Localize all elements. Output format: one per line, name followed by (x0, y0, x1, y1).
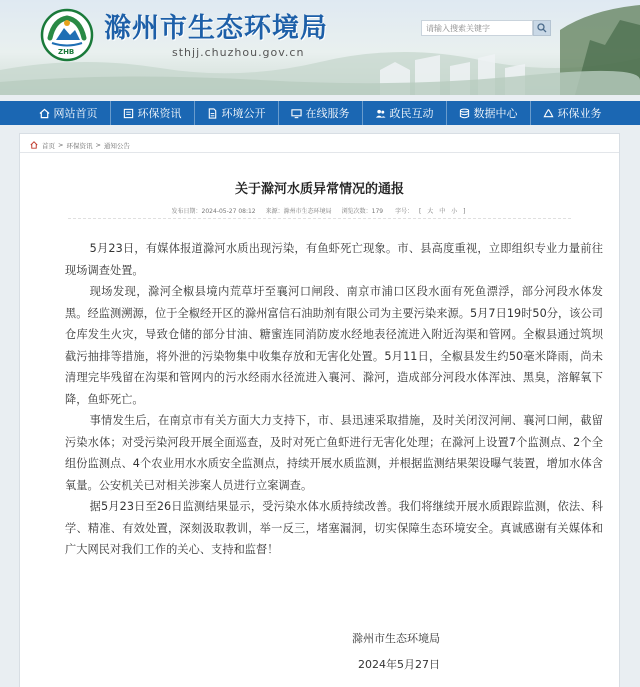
news-icon (123, 108, 134, 119)
site-header (0, 0, 640, 95)
article-title: 关于滁河水质异常情况的通报 (234, 182, 404, 197)
paragraph: 事情发生后，在南京市有关方面大力支持下，市、县迅速采取措施，及时关闭汊河闸、襄河口闸，截留污染水体；对受污染河段开展全面巡查，及时对死亡鱼虾进行无害化处理；在滁河上设置7个监测点、2个全组份监测点、4个农业用水水质安全监测点，持续开展水质监测，并根据监测结果架设曝气装置，增加水体含氧量。公安机关已对相关涉案人员进行立案调查。 (65, 414, 603, 492)
view-count: 浏览次数：179 (341, 208, 384, 215)
publish-date: 发布日期：2024-05-27 08:12 (171, 208, 256, 215)
font-size-small[interactable]: 小 (451, 208, 458, 215)
nav-label: 环保业务 (557, 107, 602, 120)
divider (20, 152, 619, 153)
search-icon (537, 23, 547, 33)
logo-text: ZHB (58, 48, 75, 56)
nav-item-news[interactable] (111, 101, 195, 125)
database-icon (459, 108, 470, 119)
article-meta (20, 206, 619, 215)
nav-item-home[interactable] (27, 101, 111, 125)
breadcrumb-home[interactable]: 首页 (42, 141, 55, 150)
nav-item-interaction[interactable] (363, 101, 447, 125)
breadcrumb-separator: > (58, 141, 64, 149)
sign-date: 2024年5月27日 (358, 658, 440, 671)
paragraph: 现场发现，滁河全椒县境内荒草圩至襄河口闸段、南京市浦口区段水面有死鱼漂浮，部分河段水体发黑。经监测溯源，位于全椒经开区的滁州富信石油助剂有限公司为主要污染来源。5月7日19时50分，该公司仓库发生火灾，导致仓储的部分甘油、糖蜜连同消防废水经地表径流进入附近沟渠和管网。全椒县通过筑坝截污抽排等措施，将外泄的污染物集中收集存放和无害化处置。5月11日，全椒县发生约50毫米降雨，尚未清理完毕残留在沟渠和管网内的污水经雨水径流进入襄河、滁河，造成部分河段水体浑浊、黑臭，溶解氧下降，鱼虾死亡。 (65, 285, 603, 406)
nav-label: 环境公开 (221, 107, 266, 120)
monitor-icon (291, 108, 302, 119)
main-nav (0, 101, 640, 125)
article-body (65, 238, 603, 561)
breadcrumb-separator: > (95, 141, 101, 149)
paragraph: 据5月23日至26日监测结果显示，受污染水体水质持续改善。我们将继续开展水质跟踪监测，依法、科学、精准、有效处置，深刻汲取教训，举一反三，堵塞漏洞，切实保障生态环境安全。真诚感谢有关媒体和广大网民对我们工作的关心、支持和监督！ (65, 500, 603, 556)
home-icon (30, 141, 38, 149)
article-source: 来源：滁州市生态环境局 (265, 208, 332, 215)
site-title: 滁州市生态环境局 (104, 13, 328, 44)
search-input[interactable]: 请输入搜索关键字 (421, 20, 533, 36)
font-size-large[interactable]: 大 (427, 208, 434, 215)
site-url: sthjj.chuzhou.gov.cn (172, 46, 305, 59)
search-button[interactable] (533, 20, 551, 36)
home-icon (39, 108, 50, 119)
nav-label: 数据中心 (473, 107, 518, 120)
nav-item-disclosure[interactable] (195, 101, 279, 125)
nav-label: 网站首页 (53, 107, 98, 120)
document-icon (207, 108, 218, 119)
recycle-icon (543, 108, 554, 119)
paragraph: 5月23日，有媒体报道滁河水质出现污染，有鱼虾死亡现象。市、县高度重视，立即组织专业力量前往现场调查处置。 (65, 242, 603, 277)
article-card (19, 133, 620, 687)
breadcrumb (30, 138, 133, 152)
font-size-medium[interactable]: 中 (439, 208, 446, 215)
nav-label: 在线服务 (305, 107, 350, 120)
nav-label: 政民互动 (389, 107, 434, 120)
bracket-close: ] (463, 208, 466, 215)
font-size-label: 字号： (395, 208, 414, 215)
users-icon (375, 108, 386, 119)
divider (68, 218, 571, 219)
nav-item-online-service[interactable] (279, 101, 363, 125)
nav-item-business[interactable] (531, 101, 614, 125)
breadcrumb-notices[interactable]: 通知公告 (103, 141, 130, 150)
font-size-switcher (393, 206, 467, 215)
signature: 滁州市生态环境局 (352, 632, 440, 645)
bracket-open: [ (419, 208, 422, 215)
nav-label: 环保资讯 (137, 107, 182, 120)
breadcrumb-news[interactable]: 环保资讯 (66, 141, 93, 150)
nav-item-data-center[interactable] (447, 101, 531, 125)
